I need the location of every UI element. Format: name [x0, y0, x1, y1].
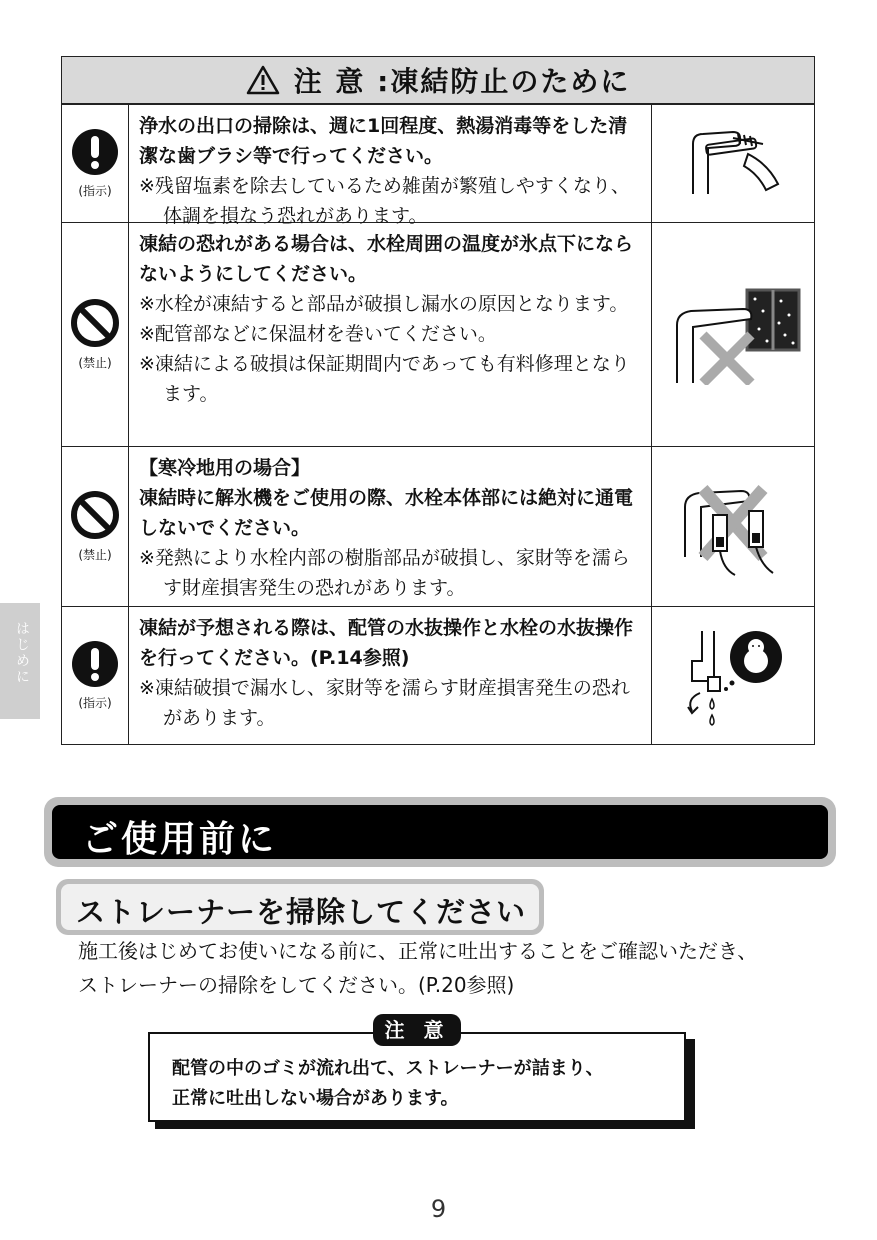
caution-row-icon-cell: [62, 607, 129, 744]
prohibition-icon: [70, 490, 120, 540]
thawing-device-faucet-illustration: [652, 447, 814, 606]
caution-row-text: [129, 447, 652, 606]
subsection-header-inner: [61, 884, 539, 930]
body-line: 施工後はじめてお使いになる前に、正常に吐出することをご確認いただき、: [78, 939, 758, 963]
section-title: ご使用前に: [82, 819, 278, 860]
caution-note: ※水栓が凍結すると部品が破損し漏水の原因となります。: [139, 293, 629, 315]
caution-row: [62, 222, 814, 446]
caution-row-icon-cell: [62, 447, 129, 606]
caution-note: ※凍結破損で漏水し、家財等を濡らす財産損害発生の恐れがあります。: [139, 677, 630, 729]
caution-main-text: 凍結時に解氷機をご使用の際、水栓本体部には絶対に通電しないでください。: [139, 487, 634, 539]
subsection-title: ストレーナーを掃除してください: [76, 895, 527, 929]
caution-main-text: 凍結が予想される際は、配管の水抜操作と水栓の水抜操作を行ってください。(P.14参照): [139, 617, 634, 669]
icon-caption: (禁止): [78, 548, 112, 562]
caution-row: [62, 446, 814, 606]
caution-note: ※凍結による破損は保証期間内であっても有料修理となります。: [139, 353, 630, 405]
page-number: 9: [430, 1195, 447, 1223]
caution-row-icon-cell: [62, 105, 129, 222]
drain-snowman-illustration: [652, 607, 814, 744]
caution-row-text: [129, 223, 652, 446]
caution-row-icon-cell: [62, 223, 129, 446]
caution-title-text: 注 意 :凍結防止のために: [293, 65, 631, 98]
exclamation-icon: [71, 128, 119, 176]
caution-badge: 注 意: [373, 1014, 461, 1046]
caution-row: [62, 104, 814, 227]
section-header-inner: [52, 805, 828, 859]
side-tab: [0, 603, 40, 719]
caution-table-title: [62, 57, 814, 104]
prohibition-icon: [70, 298, 120, 348]
caution-box-text: [172, 1054, 604, 1114]
caution-row-text: [129, 607, 652, 744]
caution-heading: 【寒冷地用の場合】: [139, 457, 311, 479]
warning-triangle-icon: [246, 65, 280, 95]
side-tab-label: はじめに: [14, 621, 30, 685]
caution-table: [61, 56, 815, 745]
toothbrush-faucet-illustration: [652, 105, 814, 222]
frozen-window-faucet-illustration: [652, 223, 814, 446]
caution-row: [62, 606, 814, 744]
exclamation-icon: [71, 640, 119, 688]
body-text: [78, 934, 848, 1002]
caution-note: ※配管部などに保温材を巻いてください。: [139, 323, 497, 345]
section-header: [44, 797, 836, 867]
caution-row-text: [129, 105, 652, 227]
caution-main-text: 浄水の出口の掃除は、週に1回程度、熱湯消毒等をした清潔な歯ブラシ等で行ってください。: [139, 115, 628, 167]
body-line: ストレーナーの掃除をしてください。(P.20参照): [78, 973, 515, 997]
caution-note: ※残留塩素を除去しているため雑菌が繁殖しやすくなり、体調を損なう恐れがあります。: [139, 175, 630, 227]
icon-caption: (禁止): [78, 356, 112, 370]
icon-caption: (指示): [78, 696, 112, 710]
caution-box-line: 配管の中のゴミが流れ出て、ストレーナーが詰まり、: [172, 1058, 604, 1079]
subsection-header: [56, 879, 544, 935]
icon-caption: (指示): [78, 184, 112, 198]
caution-note: ※発熱により水栓内部の樹脂部品が破損し、家財等を濡らす財産損害発生の恐れがあります。: [139, 547, 630, 599]
caution-main-text: 凍結の恐れがある場合は、水栓周囲の温度が氷点下にならないようにしてください。: [139, 233, 634, 285]
caution-box-line: 正常に吐出しない場合があります。: [172, 1088, 459, 1109]
